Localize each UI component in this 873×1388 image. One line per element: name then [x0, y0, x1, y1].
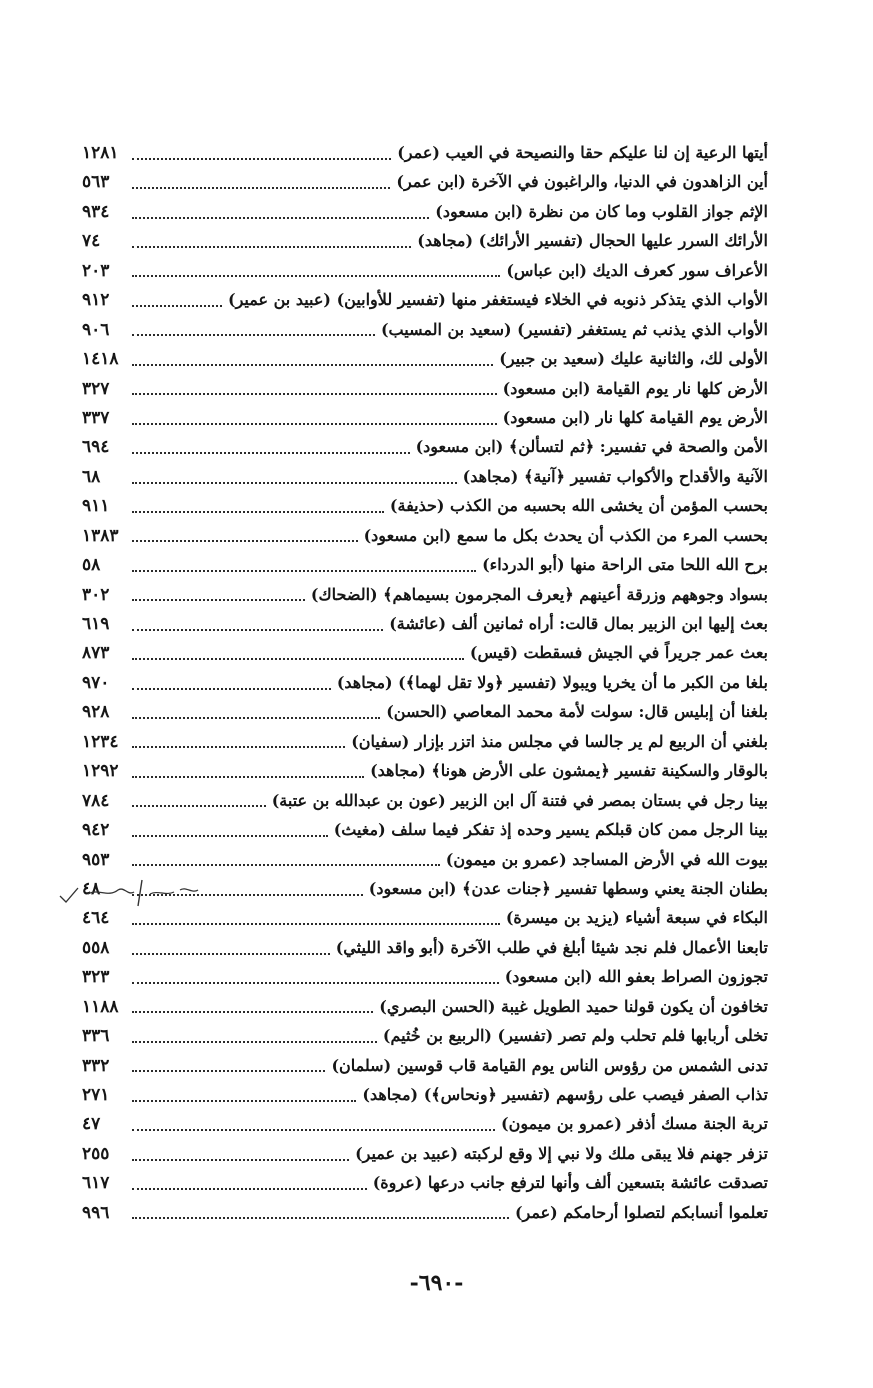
index-entry: [82, 1051, 768, 1080]
entry-page-number: ٢٠٣: [82, 260, 110, 281]
dot-leader: [132, 334, 375, 336]
index-entry: [82, 197, 768, 226]
entry-page-number: ٣٠٢: [82, 584, 110, 605]
entry-text: بحسب المرء من الكذب أن يحدث بكل ما سمع (ابن مسعود): [363, 525, 768, 545]
entry-text: الإثم جواز القلوب وما كان من نظرة (ابن مسعود): [435, 201, 768, 221]
dot-leader: [132, 629, 383, 631]
dot-leader: [132, 746, 345, 748]
entry-text: تابعنا الأعمال فلم نجد شيئا أبلغ في طلب الآخرة (أبو واقد الليثي): [335, 937, 768, 957]
entry-text: بلغا من الكبر ما أن يخريا ويبولا (تفسير ﴿ولا تقل لهما﴾) (مجاهد): [336, 672, 768, 692]
index-list: [82, 138, 768, 1227]
entry-page-number: ٣٢٣: [82, 967, 110, 988]
entry-page-number: ٩٤٢: [82, 820, 110, 841]
entry-text: بعث عمر جريراً في الجيش فسقطت (قيس): [469, 643, 768, 663]
entry-text: بينا رجل في بستان بمصر في فتنة آل ابن الزبير (عون بن عبدالله بن عتبة): [271, 790, 768, 810]
entry-page-number: ١٢٨١: [82, 143, 119, 163]
entry-text: الأعراف سور كعرف الديك (ابن عباس): [506, 260, 768, 280]
entry-text: بيوت الله في الأرض المساجد (عمرو بن ميمون): [445, 849, 768, 869]
dot-leader: [132, 982, 499, 984]
index-entry: [82, 668, 768, 697]
entry-page-number: ٩١٢: [82, 290, 110, 311]
entry-page-number: ٩٢٨: [82, 702, 110, 723]
entry-text: تذاب الصفر فيصب على رؤسهم (تفسير ﴿ونحاس﴾) (مجاهد): [362, 1085, 768, 1104]
dot-leader: [132, 570, 476, 572]
dot-leader: [132, 305, 222, 307]
dot-leader: [132, 1011, 373, 1013]
entry-page-number: ٧٨٤: [82, 790, 110, 811]
entry-page-number: ١٢٩٢: [82, 761, 119, 782]
entry-page-number: ٦٩٤: [82, 437, 110, 458]
entry-page-number: ٣٣٦: [82, 1026, 110, 1047]
index-entry: [82, 344, 768, 373]
index-entry: [82, 786, 768, 815]
index-entry: [82, 403, 768, 432]
entry-text: أين الزاهدون في الدنيا، والراغبون في الآخرة (ابن عمر): [396, 172, 768, 192]
entry-page-number: ٢٥٥: [82, 1143, 110, 1164]
dot-leader: [132, 423, 497, 425]
index-entry: [82, 933, 768, 962]
handwritten-annotation: [58, 870, 208, 920]
entry-text: أيتها الرعية إن لنا عليكم حقا والنصيحة في العيب (عمر): [397, 143, 768, 162]
entry-text: بالوقار والسكينة تفسير ﴿يمشون على الأرض هونا﴾ (مجاهد): [370, 761, 768, 781]
dot-leader: [132, 217, 429, 219]
index-entry: [82, 138, 768, 167]
dot-leader: [132, 864, 440, 866]
entry-text: تدنى الشمس من رؤوس الناس يوم القيامة قاب قوسين (سلمان): [331, 1055, 768, 1075]
entry-page-number: ٥٥٨: [82, 937, 110, 958]
dot-leader: [132, 835, 328, 837]
entry-page-number: ١٣٨٣: [82, 525, 119, 546]
dot-leader: [132, 275, 500, 277]
dot-leader: [132, 599, 305, 601]
dot-leader: [132, 953, 330, 955]
index-entry: [82, 256, 768, 285]
dot-leader: [132, 1188, 367, 1190]
index-entry: [82, 285, 768, 314]
entry-page-number: ٤٨: [82, 878, 101, 899]
dot-leader: [132, 452, 410, 454]
dot-leader: [132, 688, 331, 690]
dot-leader: [132, 246, 411, 248]
entry-page-number: ٩٩٦: [82, 1202, 110, 1223]
entry-text: بسواد وجوههم وزرقة أعينهم ﴿يعرف المجرمون بسيماهم﴾ (الضحاك): [310, 584, 768, 604]
entry-page-number: ٩٥٣: [82, 849, 110, 870]
dot-leader: [132, 482, 457, 484]
entry-page-number: ٦١٧: [82, 1173, 110, 1194]
entry-page-number: ٨٧٣: [82, 643, 110, 664]
entry-text: تعلموا أنسابكم لتصلوا أرحامكم (عمر): [514, 1202, 768, 1222]
page-number: -٦٩٠-: [409, 1270, 464, 1296]
entry-page-number: ٤٦٤: [82, 908, 110, 929]
index-entry: [82, 1139, 768, 1168]
entry-text: تجوزون الصراط بعفو الله (ابن مسعود): [504, 967, 768, 987]
entry-page-number: ٦١٩: [82, 614, 110, 634]
entry-text: الأواب الذي يذنب ثم يستغفر (تفسير) (سعيد بن المسيب): [380, 319, 768, 339]
entry-text: الأرض كلها نار يوم القيامة (ابن مسعود): [502, 378, 768, 398]
dot-leader: [132, 923, 500, 925]
entry-page-number: ٣٢٧: [82, 378, 110, 399]
entry-page-number: ٣٣٧: [82, 407, 110, 428]
entry-text: بحسب المؤمن أن يخشى الله بحسبه من الكذب (حذيفة): [389, 496, 768, 516]
dot-leader: [132, 658, 464, 660]
entry-page-number: ٣٣٢: [82, 1055, 110, 1076]
entry-text: بطنان الجنة يعني وسطها تفسير ﴿جنات عدن﴾ (ابن مسعود): [368, 878, 768, 898]
entry-text: تخلى أربابها فلم تحلب ولم تصر (تفسير) (الربيع بن خُثيم): [382, 1026, 768, 1046]
dot-leader: [132, 393, 497, 395]
index-entry: [82, 491, 768, 520]
dot-leader: [132, 511, 384, 513]
entry-page-number: ٩١١: [82, 496, 110, 517]
entry-page-number: ١٢٣٤: [82, 731, 119, 752]
entry-page-number: ٩٠٦: [82, 319, 110, 340]
index-entry: [82, 638, 768, 667]
index-entry: [82, 315, 768, 344]
entry-page-number: ١٤١٨: [82, 349, 119, 370]
index-entry: [82, 1168, 768, 1197]
entry-text: تربة الجنة مسك أذفر (عمرو بن ميمون): [501, 1114, 768, 1134]
index-entry: [82, 462, 768, 491]
entry-page-number: ١١٨٨: [82, 996, 119, 1017]
entry-text: الأمن والصحة في تفسير: ﴿ثم لتسألن﴾ (ابن مسعود): [415, 437, 768, 457]
index-entry: [82, 550, 768, 579]
dot-leader: [132, 187, 390, 189]
index-entry: [82, 815, 768, 844]
index-entry: [82, 226, 768, 255]
dot-leader: [132, 1159, 349, 1161]
index-entry: [82, 167, 768, 196]
dot-leader: [132, 1129, 495, 1131]
dot-leader: [132, 805, 266, 807]
index-entry: [82, 580, 768, 609]
index-entry: [82, 1109, 768, 1138]
dot-leader: [132, 717, 380, 719]
entry-page-number: ٩٣٤: [82, 201, 110, 222]
index-entry: [82, 756, 768, 785]
dot-leader: [132, 1070, 325, 1072]
index-entry: [82, 374, 768, 403]
dot-leader: [132, 1100, 356, 1102]
entry-text: بعث إليها ابن الزبير بمال قالت: أراه ثمانين ألف (عائشة): [389, 614, 768, 633]
index-entry: [82, 727, 768, 756]
entry-text: الآنية والأقداح والأكواب تفسير ﴿آنية﴾ (مجاهد): [462, 466, 768, 486]
index-entry: [82, 521, 768, 550]
index-entry: [82, 1021, 768, 1050]
entry-page-number: ٧٤: [82, 231, 101, 252]
entry-text: الأواب الذي يتذكر ذنوبه في الخلاء فيستغفر منها (تفسير للأوابين) (عبيد بن عمير): [228, 290, 768, 310]
index-entry: [82, 432, 768, 461]
dot-leader: [132, 158, 391, 160]
entry-text: بينا الرجل ممن كان قبلكم يسير وحده إذ تفكر فيما سلف (مغيث): [333, 820, 768, 840]
entry-text: برح الله اللحا متى الراحة منها (أبو الدرداء): [482, 555, 768, 575]
entry-text: تزفر جهنم فلا يبقى ملك ولا نبي إلا وقع لركبته (عبيد بن عمير): [355, 1143, 768, 1163]
entry-page-number: ٥٨: [82, 555, 101, 576]
index-entry: [82, 697, 768, 726]
entry-text: تصدقت عائشة بتسعين ألف وأنها لترفع جانب درعها (عروة): [372, 1173, 768, 1193]
index-entry: [82, 1198, 768, 1227]
entry-text: الأرض يوم القيامة كلها نار (ابن مسعود): [502, 407, 768, 427]
dot-leader: [132, 1217, 509, 1219]
entry-text: الأرائك السرر عليها الحجال (تفسير الأرائك) (مجاهد): [417, 231, 768, 251]
index-entry: [82, 1080, 768, 1109]
entry-page-number: ٥٦٣: [82, 172, 110, 193]
entry-text: البكاء في سبعة أشياء (يزيد بن ميسرة): [505, 908, 768, 928]
index-entry: [82, 992, 768, 1021]
index-entry: [82, 962, 768, 991]
dot-leader: [132, 540, 358, 542]
entry-page-number: ٩٧٠: [82, 672, 110, 693]
dot-leader: [132, 1041, 377, 1043]
entry-text: بلغنا أن إبليس قال: سولت لأمة محمد المعاصي (الحسن): [386, 702, 768, 722]
dot-leader: [132, 776, 364, 778]
entry-page-number: ٦٨: [82, 466, 101, 487]
entry-page-number: ٤٧: [82, 1114, 101, 1135]
index-entry: [82, 609, 768, 638]
dot-leader: [132, 364, 493, 366]
entry-text: الأولى لك، والثانية عليك (سعيد بن جبير): [499, 349, 768, 369]
entry-text: تخافون أن يكون قولنا حميد الطويل غيبة (الحسن البصري): [379, 996, 768, 1016]
entry-page-number: ٢٧١: [82, 1085, 110, 1105]
entry-text: بلغني أن الربيع لم ير جالسا في مجلس منذ اتزر بإزار (سفيان): [351, 731, 768, 751]
